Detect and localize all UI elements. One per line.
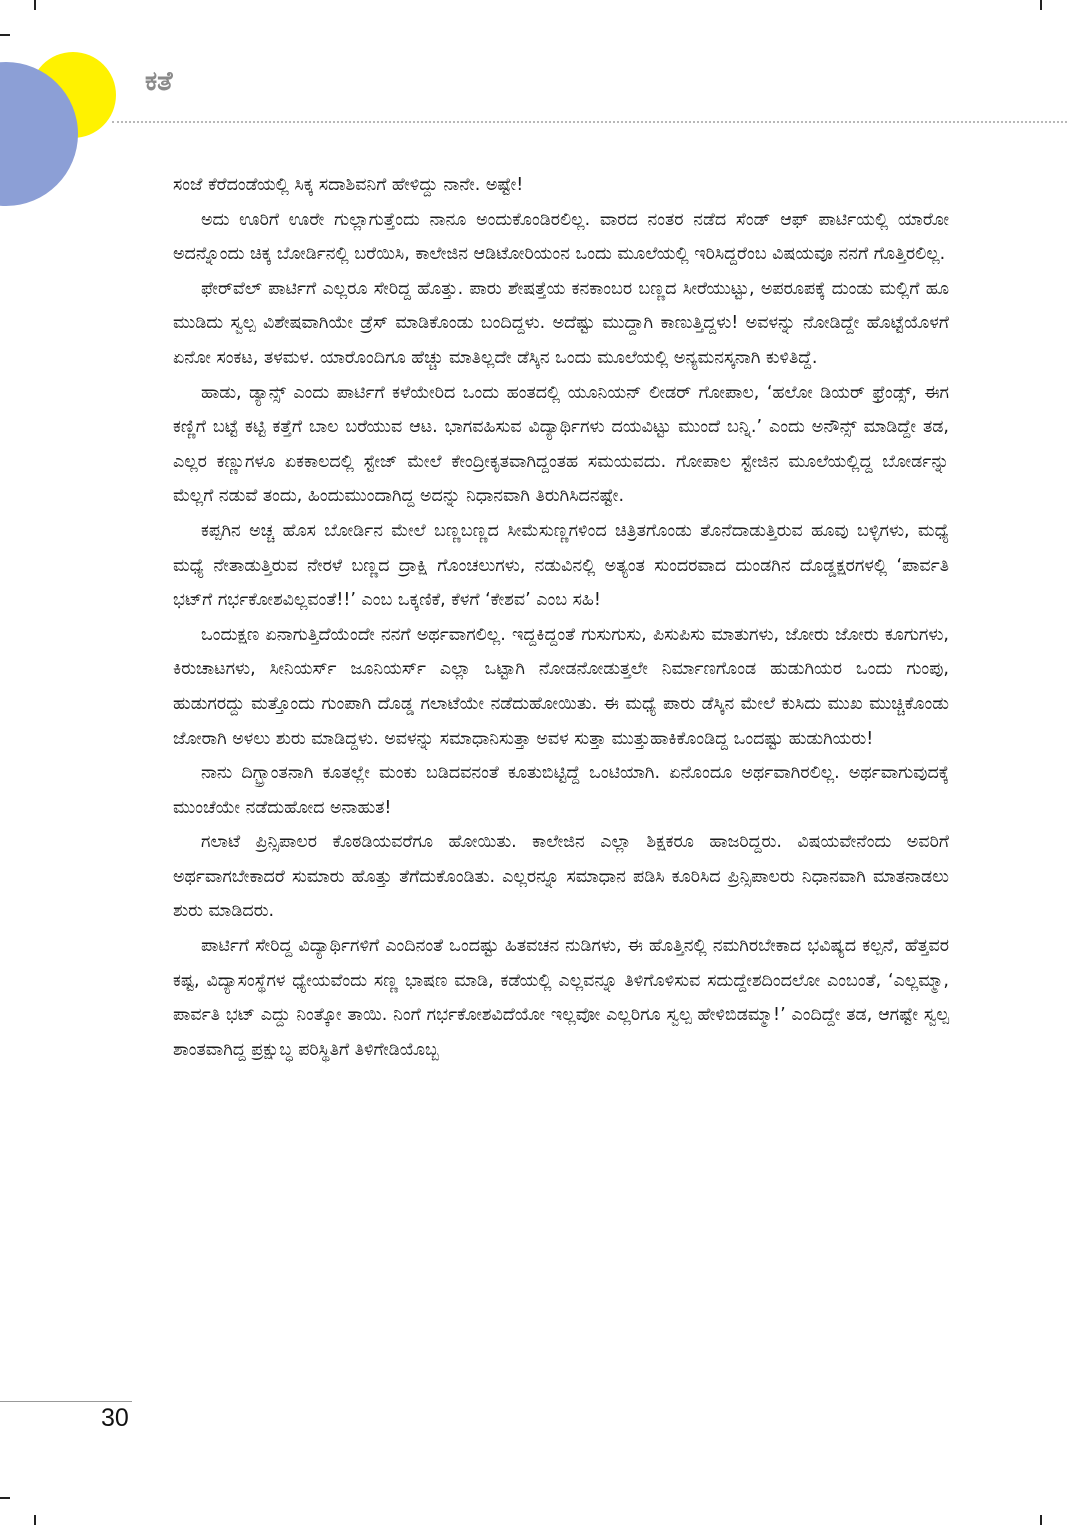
crop-mark-bottom-left	[34, 1515, 36, 1525]
crop-mark-top-left	[34, 0, 36, 10]
crop-mark-bottom-right	[1040, 1515, 1042, 1525]
section-title: ಕತೆ	[145, 66, 173, 97]
story-paragraph: ಫೇರ್‌ವೆಲ್ ಪಾರ್ಟಿಗೆ ಎಲ್ಲರೂ ಸೇರಿದ್ದ ಹೊತ್ತು. ಪಾರು ಶೇಷತ್ತೆಯ ಕನಕಾಂಬರ ಬಣ್ಣದ ಸೀರೆಯುಟ್ಟು, ಅಪರೂಪಕ್ಕೆ ದುಂಡು ಮಲ್ಲಿಗೆ ಹೂ ಮುಡಿದು ಸ್ವಲ್ಪ ವಿಶೇಷವಾಗಿಯೇ ಡ್ರೆಸ್ ಮಾಡಿಕೊಂಡು ಬಂದಿದ್ದಳು. ಅದೆಷ್ಟು ಮುದ್ದಾಗಿ ಕಾಣುತ್ತಿದ್ದಳು! ಅವಳನ್ನು ನೋಡಿದ್ದೇ ಹೊಟ್ಟೆಯೊಳಗೆ ಏನೋ ಸಂಕಟ, ತಳಮಳ. ಯಾರೊಂದಿಗೂ ಹೆಚ್ಚು ಮಾತಿಲ್ಲದೇ ಡೆಸ್ಕಿನ ಒಂದು ಮೂಲೆಯಲ್ಲಿ ಅನ್ಯಮನಸ್ಕನಾಗಿ ಕುಳಿತಿದ್ದೆ.	[173, 278, 949, 368]
footer-divider	[0, 1401, 132, 1402]
story-paragraph: ಒಂದುಕ್ಷಣ ಏನಾಗುತ್ತಿದೆಯೆಂದೇ ನನಗೆ ಅರ್ಥವಾಗಲಿಲ್ಲ. ಇದ್ದಕಿದ್ದಂತೆ ಗುಸುಗುಸು, ಪಿಸುಪಿಸು ಮಾತುಗಳು, ಜೋರು ಜೋರು ಕೂಗುಗಳು, ಕಿರುಚಾಟಗಳು, ಸೀನಿಯರ್ಸ್ ಜೂನಿಯರ್ಸ್ ಎಲ್ಲಾ ಒಟ್ಟಾಗಿ ನೋಡನೋಡುತ್ತಲೇ ನಿರ್ಮಾಣಗೊಂಡ ಹುಡುಗಿಯರ ಒಂದು ಗುಂಪು, ಹುಡುಗರದ್ದು ಮತ್ತೊಂದು ಗುಂಪಾಗಿ ದೊಡ್ಡ ಗಲಾಟೆಯೇ ನಡೆದುಹೋಯಿತು. ಈ ಮಧ್ಯೆ ಪಾರು ಡೆಸ್ಕಿನ ಮೇಲೆ ಕುಸಿದು ಮುಖ ಮುಚ್ಚಿಕೊಂಡು ಜೋರಾಗಿ ಅಳಲು ಶುರು ಮಾಡಿದ್ದಳು. ಅವಳನ್ನು ಸಮಾಧಾನಿಸುತ್ತಾ ಅವಳ ಸುತ್ತಾ ಮುತ್ತುಹಾಕಿಕೊಂಡಿದ್ದ ಒಂದಷ್ಟು ಹುಡುಗಿಯರು!	[173, 624, 949, 749]
crop-mark-top-right	[1040, 0, 1042, 10]
page-number: 30	[101, 1404, 129, 1432]
story-paragraph: ಸಂಜೆ ಕೆರೆದಂಡೆಯಲ್ಲಿ ಸಿಕ್ಕ ಸದಾಶಿವನಿಗೆ ಹೇಳಿದ್ದು ನಾನೇ. ಅಷ್ಟೇ!	[173, 175, 524, 195]
story-paragraph: ಗಲಾಟೆ ಪ್ರಿನ್ಸಿಪಾಲರ ಕೊಠಡಿಯವರೆಗೂ ಹೋಯಿತು. ಕಾಲೇಜಿನ ಎಲ್ಲಾ ಶಿಕ್ಷಕರೂ ಹಾಜರಿದ್ದರು. ವಿಷಯವೇನೆಂದು ಅವರಿಗೆ ಅರ್ಥವಾಗಬೇಕಾದರೆ ಸುಮಾರು ಹೊತ್ತು ತೆಗೆದುಕೊಂಡಿತು. ಎಲ್ಲರನ್ನೂ ಸಮಾಧಾನ ಪಡಿಸಿ ಕೂರಿಸಿದ ಪ್ರಿನ್ಸಿಪಾಲರು ನಿಧಾನವಾಗಿ ಮಾತನಾಡಲು ಶುರು ಮಾಡಿದರು.	[173, 832, 949, 922]
story-paragraph: ಪಾರ್ಟಿಗೆ ಸೇರಿದ್ದ ವಿದ್ಯಾರ್ಥಿಗಳಿಗೆ ಎಂದಿನಂತೆ ಒಂದಷ್ಟು ಹಿತವಚನ ನುಡಿಗಳು, ಈ ಹೊತ್ತಿನಲ್ಲಿ ನಮಗಿರಬೇಕಾದ ಭವಿಷ್ಯದ ಕಲ್ಪನೆ, ಹೆತ್ತವರ ಕಷ್ಟ, ವಿದ್ಯಾಸಂಸ್ಥೆಗಳ ಧ್ಯೇಯವೆಂದು ಸಣ್ಣ ಭಾಷಣ ಮಾಡಿ, ಕಡೆಯಲ್ಲಿ ಎಲ್ಲವನ್ನೂ ತಿಳಿಗೊಳಿಸುವ ಸದುದ್ದೇಶದಿಂದಲೋ ಎಂಬಂತೆ, ‘ಎಲ್ಲಮ್ಮಾ, ಪಾರ್ವತಿ ಭಟ್ ಎದ್ದು ನಿಂತ್ಕೋ ತಾಯಿ. ನಿಂಗೆ ಗರ್ಭಕೋಶವಿದೆಯೋ ಇಲ್ಲವೋ ಎಲ್ಲರಿಗೂ ಸ್ವಲ್ಪ ಹೇಳಿಬಿಡಮ್ಮಾ!’ ಎಂದಿದ್ದೇ ತಡ, ಆಗಷ್ಟೇ ಸ್ವಲ್ಪ ಶಾಂತವಾಗಿದ್ದ ಪ್ರಕ್ಷುಬ್ಧ ಪರಿಸ್ಥಿತಿಗೆ ತಿಳಿಗೇಡಿಯೊಬ್ಬ	[173, 936, 949, 1060]
story-paragraph: ಅದು ಊರಿಗೆ ಊರೇ ಗುಲ್ಲಾಗುತ್ತೆಂದು ನಾನೂ ಅಂದುಕೊಂಡಿರಲಿಲ್ಲ. ವಾರದ ನಂತರ ನಡೆದ ಸೆಂಡ್ ಆಫ್ ಪಾರ್ಟಿಯಲ್ಲಿ ಯಾರೋ ಅದನ್ನೊಂದು ಚಿಕ್ಕ ಬೋರ್ಡಿನಲ್ಲಿ ಬರೆಯಿಸಿ, ಕಾಲೇಜಿನ ಆಡಿಟೋರಿಯಂನ ಒಂದು ಮೂಲೆಯಲ್ಲಿ ಇರಿಸಿದ್ದರೆಂಬ ವಿಷಯವೂ ನನಗೆ ಗೊತ್ತಿರಲಿಲ್ಲ.	[173, 209, 949, 265]
story-body	[173, 168, 949, 1067]
crop-mark-left-upper	[0, 34, 10, 36]
story-paragraph: ನಾನು ದಿಗ್ಭ್ರಾಂತನಾಗಿ ಕೂತಲ್ಲೇ ಮಂಕು ಬಡಿದವನಂತೆ ಕೂತುಬಿಟ್ಟಿದ್ದೆ ಒಂಟಿಯಾಗಿ. ಏನೊಂದೂ ಅರ್ಥವಾಗಿರಲಿಲ್ಲ. ಅರ್ಥವಾಗುವುದಕ್ಕೆ ಮುಂಚೆಯೇ ನಡೆದುಹೋದ ಅನಾಹುತ!	[173, 763, 949, 818]
crop-mark-left-lower	[0, 1497, 10, 1499]
story-paragraph: ಕಪ್ಪಗಿನ ಅಚ್ಚ ಹೊಸ ಬೋರ್ಡಿನ ಮೇಲೆ ಬಣ್ಣಬಣ್ಣದ ಸೀಮೆಸುಣ್ಣಗಳಿಂದ ಚಿತ್ರಿತಗೊಂಡು ತೊನೆದಾಡುತ್ತಿರುವ ಹೂವು ಬಳ್ಳಿಗಳು, ಮಧ್ಯೆ ಮಧ್ಯೆ ನೇತಾಡುತ್ತಿರುವ ನೇರಳೆ ಬಣ್ಣದ ದ್ರಾಕ್ಷಿ ಗೊಂಚಲುಗಳು, ನಡುವಿನಲ್ಲಿ ಅತ್ಯಂತ ಸುಂದರವಾದ ದುಂಡಗಿನ ದೊಡ್ಡಕ್ಷರಗಳಲ್ಲಿ ‘ಪಾರ್ವತಿ ಭಟ್‌ಗೆ ಗರ್ಭಕೋಶವಿಲ್ಲವಂತೆ!!’ ಎಂಬ ಒಕ್ಕಣಿಕೆ, ಕೆಳಗೆ ‘ಕೇಶವ’ ಎಂಬ ಸಹಿ!	[173, 520, 949, 611]
story-paragraph: ಹಾಡು, ಡ್ಯಾನ್ಸ್ ಎಂದು ಪಾರ್ಟಿಗೆ ಕಳೆಯೇರಿದ ಒಂದು ಹಂತದಲ್ಲಿ ಯೂನಿಯನ್ ಲೀಡರ್ ಗೋಪಾಲ, ‘ಹಲೋ ಡಿಯರ್ ಫ್ರೆಂಡ್ಸ್, ಈಗ ಕಣ್ಣಿಗೆ ಬಟ್ಟೆ ಕಟ್ಟಿ ಕತ್ತೆಗೆ ಬಾಲ ಬರೆಯುವ ಆಟ. ಭಾಗವಹಿಸುವ ವಿದ್ಯಾರ್ಥಿಗಳು ದಯವಿಟ್ಟು ಮುಂದೆ ಬನ್ನಿ.’ ಎಂದು ಅನೌನ್ಸ್ ಮಾಡಿದ್ದೇ ತಡ, ಎಲ್ಲರ ಕಣ್ಣುಗಳೂ ಏಕಕಾಲದಲ್ಲಿ ಸ್ಟೇಜ್ ಮೇಲೆ ಕೇಂದ್ರೀಕೃತವಾಗಿದ್ದಂತಹ ಸಮಯವದು. ಗೋಪಾಲ ಸ್ಟೇಜಿನ ಮೂಲೆಯಲ್ಲಿದ್ದ ಬೋರ್ಡನ್ನು ಮೆಲ್ಲಗೆ ನಡುವೆ ತಂದು, ಹಿಂದುಮುಂದಾಗಿದ್ದ ಅದನ್ನು ನಿಧಾನವಾಗಿ ತಿರುಗಿಸಿದನಷ್ಟೇ.	[173, 382, 949, 507]
header-dotted-divider	[112, 121, 1067, 123]
